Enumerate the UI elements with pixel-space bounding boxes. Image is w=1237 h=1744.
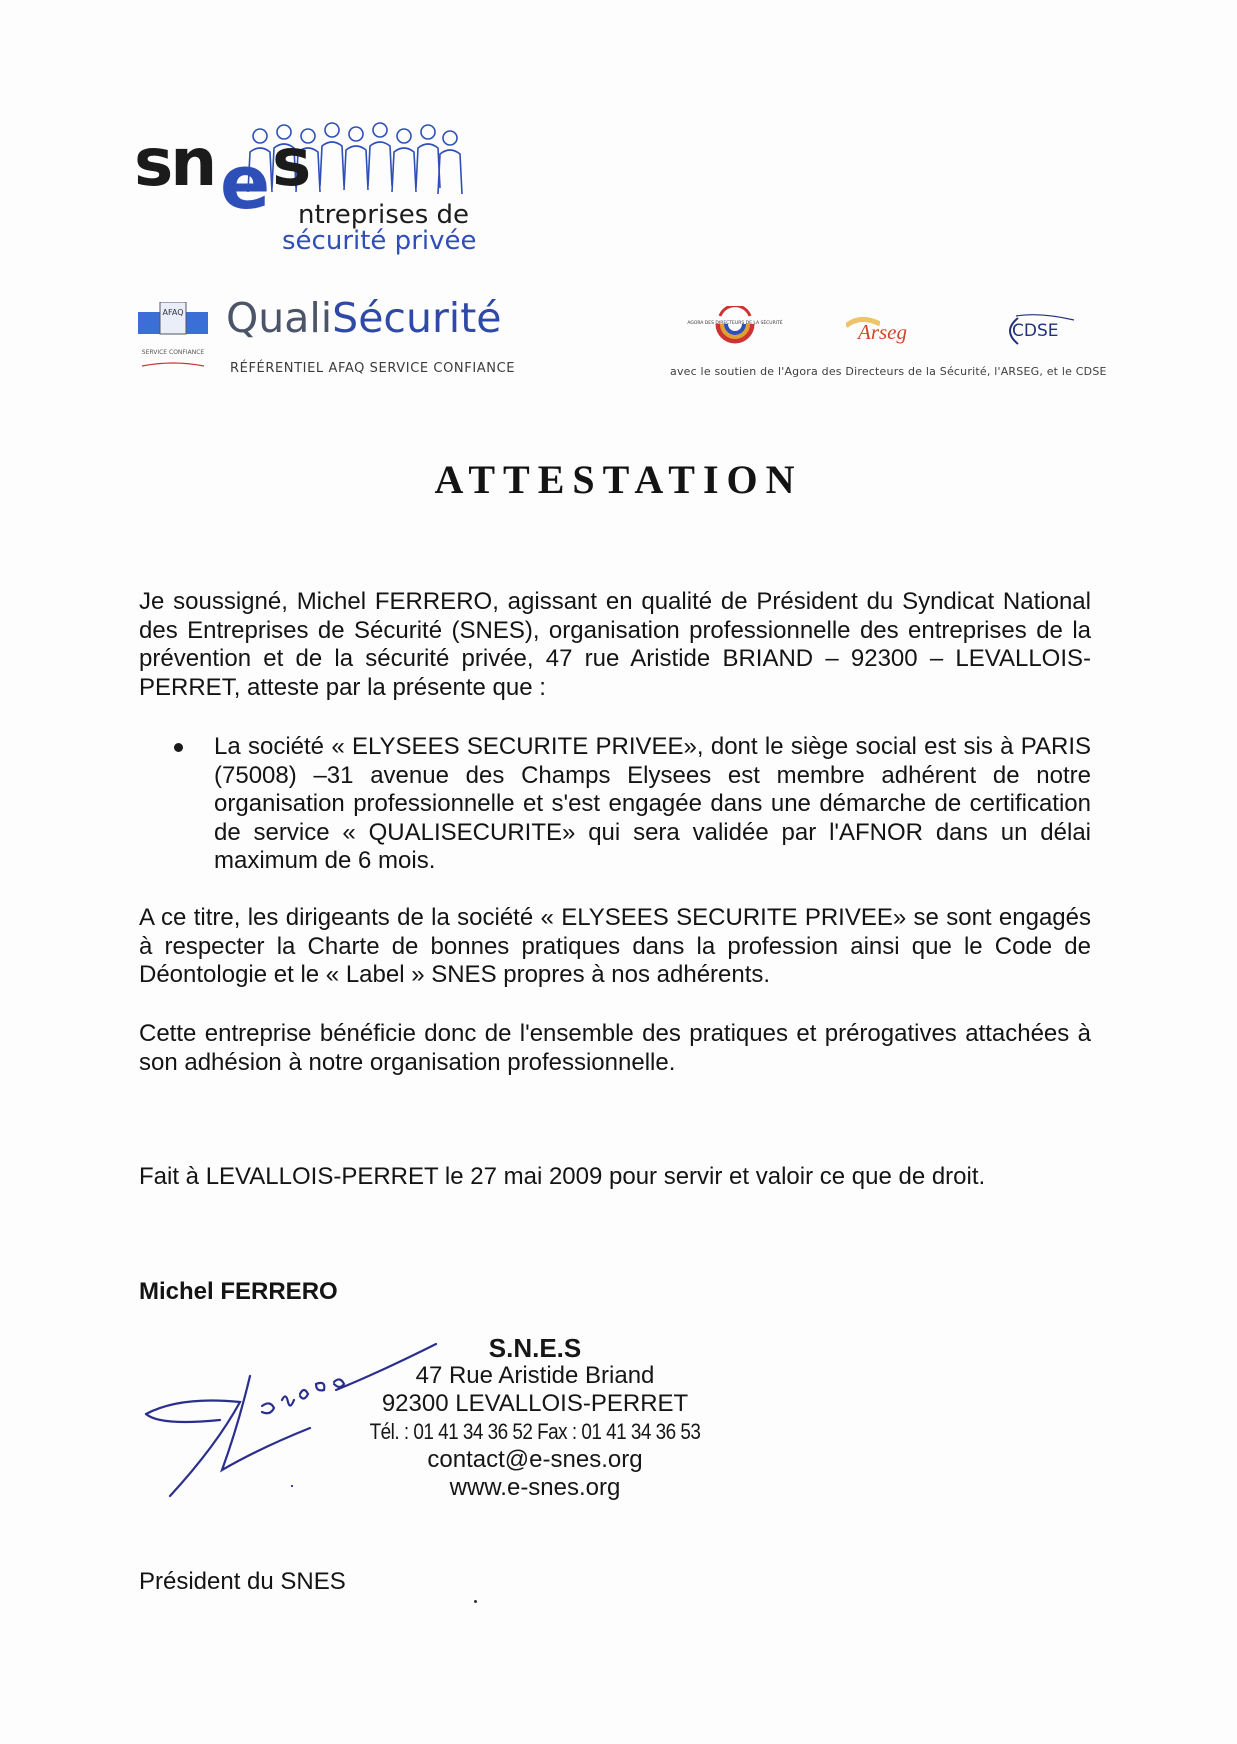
cdse-logo <box>1000 314 1078 348</box>
snes-logo-line2: sécurité privée <box>282 226 477 256</box>
company-stamp <box>330 1334 740 1502</box>
signer-name: Michel FERRERO <box>139 1278 338 1305</box>
bullet-text: La société « ELYSEES SECURITE PRIVEE», dont le siège social est sis à PARIS (75008) –31 avenue des Champs Elysees est membre adhérent de notre organisation professionnelle et s'est engagée dans une démarche de certification de service « QUALISECURITE» qui sera validée par l'AFNOR dans un délai maximum de 6 mois. <box>214 733 1091 875</box>
intro-paragraph: Je soussigné, Michel FERRERO, agissant en qualité de Président du Syndicat National des Entreprises de Sécurité (SNES), organisation professionnelle des entreprises de la prévention et de la sécurité privée, 47 rue Aristide BRIAND – 92300 – LEVALLOIS-PERRET, atteste par la présente que : <box>139 588 1091 701</box>
arseg-swoosh-icon <box>846 316 880 330</box>
snes-logo-line1: ntreprises de <box>298 200 470 230</box>
qualisecurite-title <box>226 294 502 342</box>
arseg-label: Arseg <box>858 320 907 344</box>
stamp-web: www.e-snes.org <box>449 1474 621 1501</box>
afaq-badge-text: AFAQ <box>162 308 184 317</box>
partners-caption: avec le soutien de l'Agora des Directeurs de la Sécurité, l'ARSEG, et le CDSE <box>670 365 1107 378</box>
snes-logo <box>132 122 477 262</box>
afaq-certification-icon <box>138 302 208 382</box>
commitment-paragraph: A ce titre, les dirigeants de la société « ELYSEES SECURITE PRIVEE» se sont engagés à respecter la Charte de bonnes pratiques dans la profession ainsi que le Code de Déontologie et le « Label » SNES propres à nos adhérents. <box>139 904 1091 989</box>
agora-logo-text: AGORA DES DIRECTEURS DE LA SÉCURITÉ <box>687 321 783 326</box>
snes-logo-e: e <box>220 140 271 226</box>
stamp-name: S.N.E.S <box>488 1333 582 1363</box>
page-title: ATTESTATION <box>434 457 803 502</box>
arseg-logo <box>858 320 907 345</box>
bullet-dot-icon <box>174 743 183 752</box>
benefit-paragraph: Cette entreprise bénéficie donc de l'ensemble des pratiques et prérogatives attachées à son adhésion à notre organisation professionnelle. <box>139 1020 1091 1076</box>
scan-speck <box>474 1600 477 1603</box>
quali-title-part1: Quali <box>226 294 333 342</box>
quali-title-part2: Sécurité <box>332 294 502 342</box>
snes-logo-s: s <box>272 124 312 201</box>
signer-role: Président du SNES <box>139 1568 346 1595</box>
closing-line: Fait à LEVALLOIS-PERRET le 27 mai 2009 pour servir et valoir ce que de droit. <box>139 1163 986 1190</box>
qualisecurite-subtitle: RÉFÉRENTIEL AFAQ SERVICE CONFIANCE <box>230 361 516 376</box>
agora-logo-icon <box>670 306 800 350</box>
stamp-email: contact@e-snes.org <box>427 1446 643 1473</box>
stamp-phones: Tél. : 01 41 34 36 52 Fax : 01 41 34 36 53 <box>369 1419 701 1444</box>
afaq-badge-caption: SERVICE CONFIANCE <box>141 349 205 356</box>
stamp-street: 47 Rue Aristide Briand <box>415 1362 655 1389</box>
stamp-city: 92300 LEVALLOIS-PERRET <box>381 1390 689 1417</box>
snes-logo-sn: sn <box>134 124 215 201</box>
cdse-label: CDSE <box>1012 321 1059 341</box>
